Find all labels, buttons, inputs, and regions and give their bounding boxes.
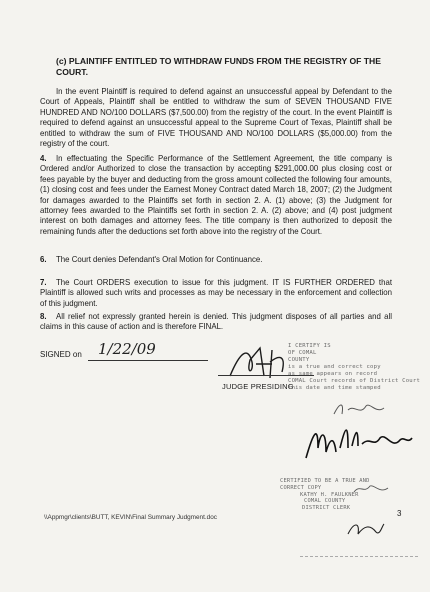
paragraph-text: The Court denies Defendant's Oral Motion for Continuance. [56,255,263,264]
paragraph-7 [40,278,392,309]
judge-presiding-label: JUDGE PRESIDING [222,382,294,391]
section-heading: (c) PLAINTIFF ENTITLED TO WITHDRAW FUNDS FROM THE REGISTRY OF THE COURT. [56,56,381,78]
stamp-line: is a true and correct copy [288,364,381,370]
paragraph-appeal-funds [40,87,392,149]
paragraph-text: In the event Plaintiff is required to defend against an unsuccessful appeal by Defendant to the Court of Appeals, Plaintiff shall be entitled to withdraw the sum of SEVEN THOUSAND FIVE HUNDRED AND NO/100 DOLLARS ($7,500.00) from the registry of the court. In the event Plaintiff is required to defend against an unsuccessful appeal to the Supreme Court of Texas, Plaintiff shall be entitled to withdraw the sum of FIVE THOUSAND AND NO/100 DOLLARS ($5,000.00) from the registry of the court. [40,87,392,149]
paragraph-text: All relief not expressly granted herein is denied. This judgment disposes of all parties and all claims in this cause of action and is therefore FINAL. [40,312,392,332]
stamp-line: OF COMAL [288,350,317,356]
stamp-line: as same appears on record [288,371,378,377]
stamp-line: COMAL COUNTY [304,498,346,505]
paragraph-number: 8. [40,312,47,321]
filed-stamp [288,343,420,392]
bottom-rule [300,556,418,557]
stamp-line: CERTIFIED TO BE A TRUE AND [280,478,370,484]
file-path: \\Appmgr\clients\BUTT, KEVIN\Final Summary Judgment.doc [44,514,217,521]
stamp-line: DISTRICT CLERK [302,505,351,512]
signed-line [88,360,208,361]
signed-label: SIGNED on [40,350,82,359]
deputy-signature [346,520,386,538]
stamp-line: I CERTIFY IS [288,343,331,349]
paragraph-4 [40,154,392,237]
paragraph-8 [40,312,392,333]
paragraph-6 [40,255,392,265]
page-number: 3 [397,509,402,518]
clerk-signature [300,418,418,468]
paragraph-text: The Court ORDERS execution to issue for this judgment. IT IS FURTHER ORDERED that Plaintiff is allowed such writs and processes as may be necessary in the enforcement and collection of this judgment. [40,278,392,308]
clerk-initials [330,398,390,420]
paragraph-text: In effectuating the Specific Performance of the Settlement Agreement, the title company is Ordered and/or Authorized to close the transaction by accepting $291,000.00 plus closing cost or fees payable by the buyer and deducting from the gross amount collected the following four amounts, (1) closing cost and fees under the Earnest Money Contract dated March 18, 2007; (2) the Judgment for damages awarded to the Plaintiffs set forth in section 2. A. (1) above; (3) the Judgment for attorney fees awarded to the Plaintiffs set forth in section 2. A. (2) above; and (4) post judgment interest on both damages and attorney fees. The title company is then authorized to deposit the remaining funds after the deductions set forth above into the registry of the Court. [40,154,392,236]
stamp-line: this date and time stamped [288,385,381,391]
stamp-line: CORRECT COPY [280,484,322,491]
stamp-line: KATHY H. FAULKNER [300,491,359,498]
stamp-line: COMAL Court records of District Court [288,378,421,384]
paragraph-number: 7. [40,278,47,287]
signed-date: 1/22/09 [98,340,156,358]
certified-initials [352,482,392,496]
stamp-line: COUNTY [288,357,310,363]
paragraph-number: 6. [40,255,47,264]
paragraph-number: 4. [40,154,47,163]
